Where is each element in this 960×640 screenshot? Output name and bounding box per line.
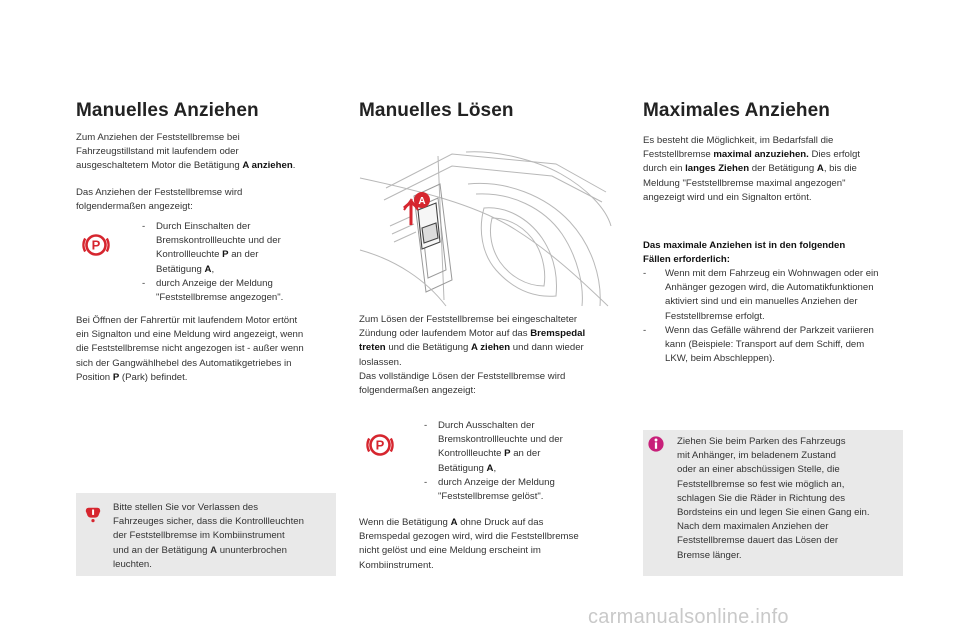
anziehen-shown-text: [76, 186, 346, 214]
control-a-label: A: [418, 196, 426, 207]
section-title-maximales-anziehen: Maximales Anziehen: [643, 100, 830, 121]
parking-brake-warning-icon: [81, 230, 111, 260]
list-item: - durch Anzeige der Meldung "Feststellbremse gelöst".: [424, 476, 555, 503]
warning-box: Bitte stellen Sie vor Verlassen des Fahrzeuges sicher, dass die Kontrollleuchten der Feststellbremse im Kombiinstrument und an der Betätigung A ununterbrochen leuchten.: [76, 493, 336, 576]
list-item: - Durch Ausschalten der Bremskontrollleuchte und der Kontrollleuchte P an der Betätigung A,: [424, 420, 563, 474]
text-line: folgendermaßen angezeigt:: [76, 201, 193, 213]
door-open-text: Bei Öffnen der Fahrertür mit laufendem Motor ertönt ein Signalton und eine Meldung wird angezeigt, wenn die Feststellbremse nicht angezogen ist - außer wenn sich der Gangwählhebel des Automatikgetriebes in Position P (Park) befindet.: [76, 315, 304, 383]
list-item: - Durch Einschalten der Bremskontrollleuchte und der Kontrollleuchte P an der Betätigung A,: [142, 221, 281, 275]
info-icon: [648, 436, 664, 452]
maximal-intro: Es besteht die Möglichkeit, im Bedarfsfall die Feststellbremse maximal anzuziehen. Dies erfolgt durch ein langes Ziehen der Betätigung A, bis die Meldung "Feststellbremse maximal angezogen" angezeigt wird und ein Signalton ertönt.: [643, 135, 861, 203]
list-item: - durch Anzeige der Meldung "Feststellbremse angezogen".: [142, 277, 284, 304]
loesen-indication-list: [424, 419, 624, 504]
brake-symbol-letter: P: [375, 437, 385, 453]
loesen-instructions: Zum Lösen der Feststellbremse bei eingeschalteter Zündung oder laufendem Motor auf das Bremspedal treten und die Betätigung A ziehen und dann wieder loslassen. Das vollständige Lösen der Feststellbremse wird folgendermaßen angezeigt:: [359, 314, 586, 397]
section-title-manuelles-loesen: Manuelles Lösen: [359, 100, 514, 121]
watermark: carmanualsonline.info: [588, 606, 789, 628]
warning-exclamation-icon: [84, 505, 102, 523]
text-line: Zum Anziehen der Feststellbremse bei: [76, 132, 240, 143]
section-title-manuelles-anziehen: Manuelles Anziehen: [76, 100, 259, 121]
brake-symbol-letter: P: [91, 237, 101, 253]
info-box: Ziehen Sie beim Parken des Fahrzeugs mit Anhänger, im beladenem Zustand oder an einer abschüssigen Stelle, die Feststellbremse so fest wie möglich an, schlagen Sie die Räder in Richtung des Bordsteins ein und legen Sie einen Gang ein. Nach dem maximalen Anziehen der Feststellbremse dauert das Lösen der Bremse länger.: [643, 430, 903, 576]
list-item: - Wenn mit dem Fahrzeug ein Wohnwagen oder ein Anhänger gezogen wird, die Automatikfunktionen aktiviert sind und ein manuelles Anziehen der Feststellbremse erfolgt.: [643, 268, 879, 322]
anziehen-indication-list: [142, 220, 342, 305]
maximal-cases-list: [643, 267, 908, 366]
loesen-note: Wenn die Betätigung A ohne Druck auf das Bremspedal gezogen wird, wird die Feststellbremse nicht gelöst und eine Meldung erscheint im Kombiinstrument.: [359, 517, 579, 571]
parking-brake-warning-icon: [365, 430, 395, 460]
maximal-cases-heading: Das maximale Anziehen ist in den folgenden Fällen erforderlich:: [643, 240, 846, 266]
text-line: Das Anziehen der Feststellbremse wird: [76, 187, 243, 198]
list-item: - Wenn das Gefälle während der Parkzeit variieren kann (Beispiele: Transport auf dem Schiff, dem LKW, beim Abschleppen).: [643, 324, 874, 365]
parking-brake-control-illustration: [356, 130, 618, 310]
text-line: ausgeschaltetem Motor die Betätigung A anziehen.: [76, 160, 296, 172]
text-line: Fahrzeugstillstand mit laufendem oder: [76, 146, 239, 158]
anziehen-intro: [76, 131, 346, 174]
